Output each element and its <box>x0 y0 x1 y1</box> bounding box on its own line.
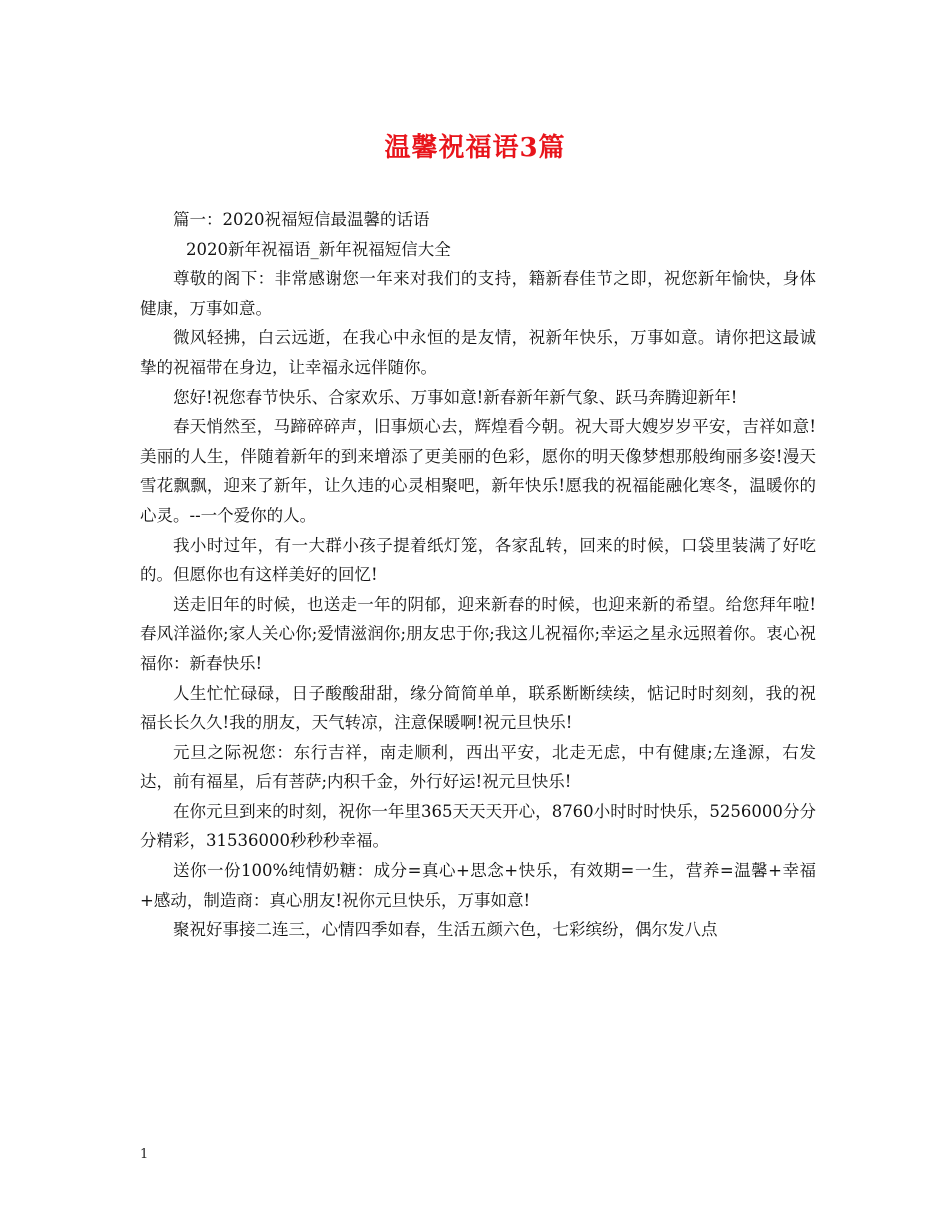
paragraph: 在你元旦到来的时刻，祝你一年里365天天天开心，8760小时时时快乐，5256000分分分精彩，31536000秒秒秒幸福。 <box>140 801 816 851</box>
section-heading: 篇一：2020祝福短信最温馨的话语 <box>173 210 430 229</box>
paragraph: 微风轻拂，白云远逝，在我心中永恒的是友情，祝新年快乐，万事如意。请你把这最诚挚的祝福带在身边，让幸福永远伴随你。 <box>140 328 816 377</box>
paragraph: 元旦之际祝您：东行吉祥，南走顺利，西出平安，北走无虑，中有健康;左逢源，右发达，前有福星，后有菩萨;内积千金，外行好运!祝元旦快乐! <box>140 742 816 792</box>
document-body <box>140 205 816 945</box>
paragraph: 聚祝好事接二连三，心情四季如春，生活五颜六色，七彩缤纷，偶尔发八点 <box>173 920 718 940</box>
paragraph: 尊敬的阁下：非常感谢您一年来对我们的支持，籍新春佳节之即，祝您新年愉快，身体健康，万事如意。 <box>140 269 816 318</box>
paragraph: 人生忙忙碌碌，日子酸酸甜甜，缘分简简单单，联系断断续续，惦记时时刻刻，我的祝福长长久久!我的朋友，天气转凉，注意保暖啊!祝元旦快乐! <box>140 683 816 733</box>
document-title: 温馨祝福语3篇 <box>384 133 566 163</box>
section-subheading: 2020新年祝福语_新年祝福短信大全 <box>186 239 451 259</box>
paragraph: 我小时过年，有一大群小孩子提着纸灯笼，各家乱转，回来的时候，口袋里装满了好吃的。但愿你也有这样美好的回忆! <box>140 535 816 585</box>
page-number: 1 <box>140 1147 149 1162</box>
paragraph: 送你一份100%纯情奶糖：成分=真心+思念+快乐，有效期=一生，营养=温馨+幸福+感动，制造商：真心朋友!祝你元旦快乐，万事如意! <box>140 861 816 910</box>
paragraph: 春天悄然至，马蹄碎碎声，旧事烦心去，辉煌看今朝。祝大哥大嫂岁岁平安，吉祥如意!美丽的人生，伴随着新年的到来增添了更美丽的色彩，愿你的明天像梦想那般绚丽多姿!漫天雪花飘飘，迎来了新年，让久违的心灵相聚吧，新年快乐!愿我的祝福能融化寒冬，温暖你的心灵。--一个爱你的人。 <box>140 417 816 525</box>
paragraph: 您好!祝您春节快乐、合家欢乐、万事如意!新春新年新气象、跃马奔腾迎新年! <box>173 387 738 407</box>
paragraph: 送走旧年的时候，也送走一年的阴郁，迎来新春的时候，也迎来新的希望。给您拜年啦!春风洋溢你;家人关心你;爱情滋润你;朋友忠于你;我这儿祝福你;幸运之星永远照着你。衷心祝福你：新春快乐! <box>140 594 816 673</box>
